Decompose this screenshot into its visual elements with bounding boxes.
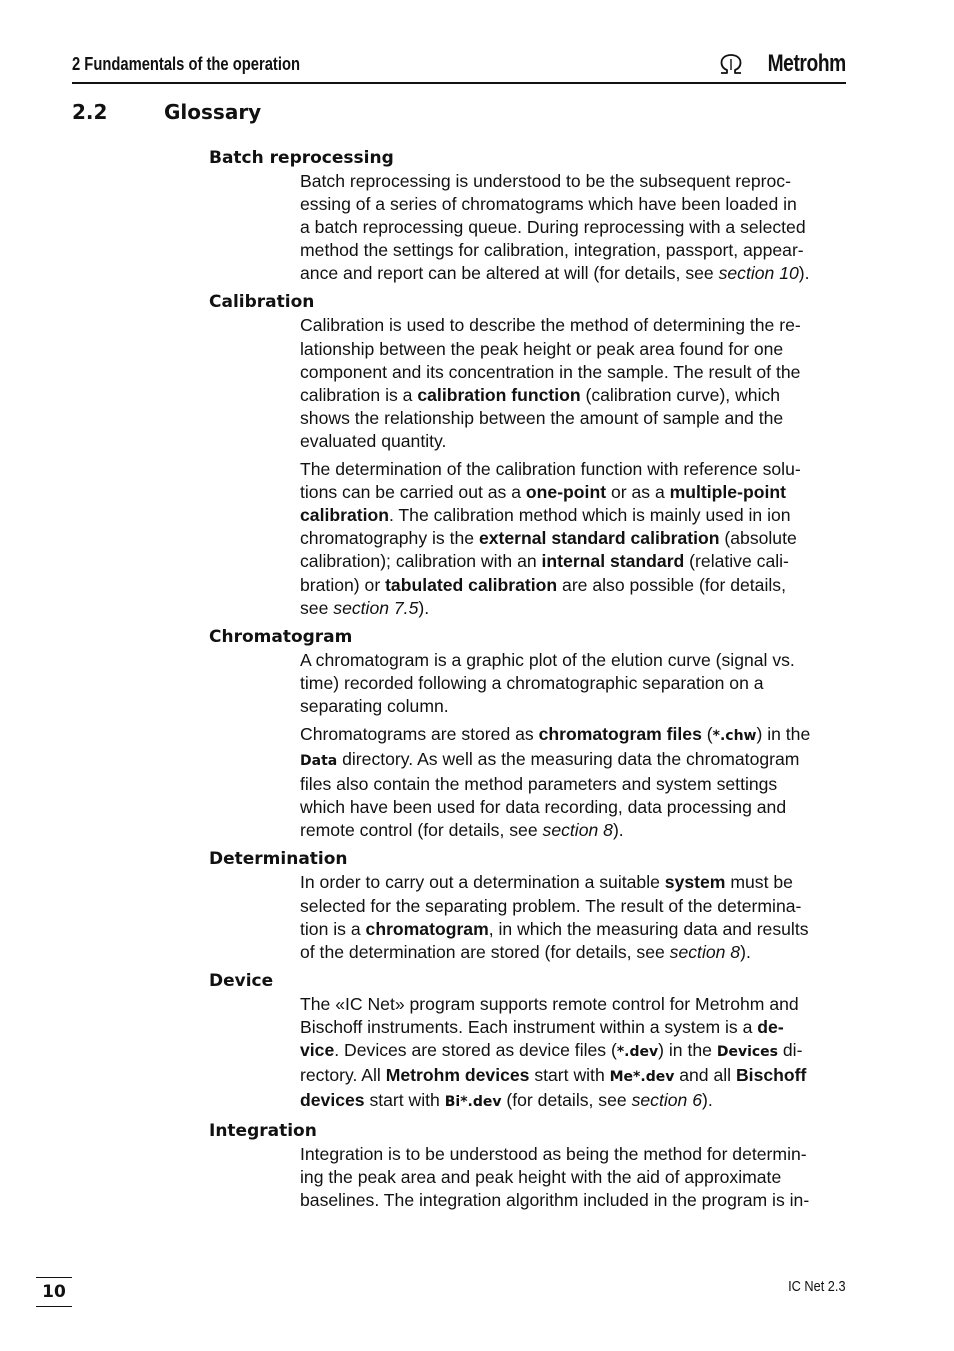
- text-line: separating column.: [300, 695, 449, 716]
- glossary-entry: [209, 290, 849, 619]
- text-line: shows the relationship between the amount of sample and the: [300, 407, 784, 428]
- glossary-entry: [209, 625, 849, 843]
- section-reference: section 8: [542, 820, 613, 841]
- text-run: ).: [612, 820, 624, 841]
- glossary-entry: [209, 847, 849, 963]
- text-line: The determination of the calibration function with reference solu-: [300, 459, 801, 480]
- text-line: [300, 1089, 848, 1114]
- text-run: In order to carry out a determination a suitable: [300, 872, 665, 893]
- section-reference: section 6: [631, 1090, 702, 1111]
- text-run: Chromatograms are stored as: [300, 723, 539, 744]
- text-run: start with: [529, 1065, 610, 1086]
- text-line: [300, 481, 848, 504]
- text-run: tions can be carried out as a: [300, 482, 526, 503]
- definition-paragraph: [300, 993, 848, 1114]
- text-line: a batch reprocessing queue. During reprocessing with a selected: [300, 217, 806, 238]
- text-line: [300, 723, 848, 748]
- text-run: ).: [701, 1090, 713, 1111]
- text-run: ).: [740, 941, 751, 962]
- chapter-title: 2 Fundamentals of the operation: [72, 54, 300, 74]
- file-name: Devices: [716, 1044, 778, 1060]
- text-line: A chromatogram is a graphic plot of the elution curve (signal vs.: [300, 649, 795, 670]
- bold-term: one-point: [525, 482, 607, 503]
- text-run: . The calibration method which is mainly used in ion: [388, 505, 791, 526]
- bold-term: external standard calibration: [478, 528, 720, 549]
- text-run: tion is a: [300, 918, 366, 939]
- text-line: [300, 1016, 848, 1039]
- file-name: Me*.dev: [609, 1069, 675, 1086]
- text-run: ).: [418, 597, 430, 618]
- file-name: *.dev: [616, 1044, 659, 1060]
- text-line: [300, 527, 848, 550]
- bold-term: calibration function: [417, 384, 581, 405]
- glossary-term: Calibration: [209, 292, 315, 313]
- text-line: baselines. The integration algorithm included in the program is in-: [300, 1190, 810, 1211]
- text-line: lationship between the peak height or peak area found for one: [300, 338, 784, 359]
- text-run: chromatography is the: [300, 528, 479, 549]
- text-run: of the determination are stored (for details, see: [300, 941, 670, 962]
- text-run: bration) or: [300, 574, 386, 595]
- glossary-term: Integration: [209, 1121, 317, 1142]
- text-line: method the settings for calibration, integration, passport, appear-: [300, 240, 804, 261]
- text-run: directory. As well as the measuring data the chromatogram: [337, 749, 800, 770]
- definition-paragraph: [300, 1143, 848, 1212]
- bold-term: chromatogram: [365, 918, 489, 939]
- glossary-term: Chromatogram: [209, 626, 353, 647]
- section-heading: [72, 100, 261, 130]
- text-line: ing the peak area and peak height with the aid of approximate: [300, 1167, 782, 1188]
- definition-paragraph: [300, 458, 848, 620]
- text-line: [300, 941, 848, 964]
- text-line: [300, 504, 848, 527]
- text-run: calibration); calibration with an: [300, 551, 542, 572]
- text-run: ) in the: [658, 1040, 717, 1060]
- text-run: ) in the: [756, 723, 811, 744]
- text-run: and all: [674, 1065, 736, 1086]
- glossary-term: Determination: [209, 849, 348, 870]
- text-line: Calibration is used to describe the method of determining the re-: [300, 315, 801, 336]
- text-run: (relative cali-: [684, 551, 789, 572]
- bold-term: system: [664, 872, 726, 893]
- glossary-list: [209, 146, 849, 1218]
- text-run: , in which the measuring data and results: [488, 918, 809, 939]
- text-run: ).: [798, 263, 810, 284]
- section-reference: section 10: [718, 263, 799, 284]
- glossary-definition: [300, 993, 848, 1114]
- bold-term: de-: [757, 1016, 784, 1037]
- definition-paragraph: [300, 723, 848, 842]
- glossary-definition: [300, 1143, 848, 1212]
- text-run: remote control (for details, see: [300, 820, 543, 841]
- glossary-definition: [300, 314, 848, 619]
- text-run: (absolute: [719, 528, 797, 549]
- section-number: 2.2: [72, 100, 108, 124]
- file-name: *.chw: [712, 727, 757, 744]
- text-line: selected for the separating problem. The result of the determina-: [300, 895, 802, 916]
- section-reference: section 8: [669, 941, 741, 962]
- bold-term: Bischoff: [735, 1065, 807, 1086]
- bold-term: Metrohm devices: [385, 1065, 530, 1086]
- text-line: [300, 574, 848, 597]
- bold-term: calibration: [300, 505, 389, 526]
- text-run: . Devices are stored as device files (: [334, 1040, 617, 1060]
- text-run: di-: [778, 1040, 803, 1060]
- file-name: Data: [300, 753, 338, 770]
- glossary-definition: [300, 649, 848, 843]
- text-line: [300, 597, 848, 620]
- text-line: [300, 1039, 848, 1064]
- section-reference: section 7.5: [333, 597, 419, 618]
- glossary-entry: [209, 1119, 849, 1212]
- text-line: [300, 1064, 848, 1089]
- text-line: [300, 918, 848, 941]
- text-run: (: [701, 723, 713, 744]
- text-line: The «IC Net» program supports remote control for Metrohm and: [300, 993, 799, 1014]
- omega-logo-icon: [718, 53, 744, 75]
- text-line: [300, 384, 848, 407]
- text-run: calibration is a: [300, 384, 418, 405]
- bold-term: vice: [300, 1040, 335, 1060]
- glossary-definition: [300, 871, 848, 963]
- text-line: Batch reprocessing is understood to be the subsequent reproc-: [300, 171, 791, 191]
- brand-name: Metrohm: [767, 50, 846, 77]
- text-run: or as a: [606, 482, 670, 503]
- text-line: [300, 748, 848, 773]
- glossary-term: Device: [209, 970, 274, 991]
- bold-term: multiple-point: [669, 482, 786, 503]
- definition-paragraph: [300, 649, 848, 718]
- text-line: which have been used for data recording, data processing and: [300, 797, 787, 818]
- bold-term: devices: [300, 1090, 365, 1111]
- page-number: 10: [36, 1277, 72, 1307]
- text-run: are also possible (for details,: [557, 574, 786, 595]
- text-line: [300, 871, 848, 894]
- text-line: [300, 550, 848, 573]
- text-run: rectory. All: [300, 1065, 386, 1086]
- text-line: Integration is to be understood as being the method for determin-: [300, 1144, 807, 1165]
- text-line: essing of a series of chromatograms which have been loaded in: [300, 194, 797, 215]
- text-run: Bischoff instruments. Each instrument within a system is a: [300, 1016, 758, 1037]
- text-line: evaluated quantity.: [300, 430, 447, 451]
- text-run: ance and report can be altered at will (for details, see: [300, 263, 719, 284]
- product-version: IC Net 2.3: [788, 1278, 846, 1295]
- text-line: [300, 819, 848, 842]
- text-line: component and its concentration in the sample. The result of the: [300, 361, 801, 382]
- text-line: files also contain the method parameters and system settings: [300, 774, 778, 795]
- bold-term: tabulated calibration: [385, 574, 558, 595]
- definition-paragraph: [300, 170, 848, 285]
- page-header: [72, 52, 846, 84]
- glossary-entry: [209, 969, 849, 1114]
- bold-term: internal standard: [541, 551, 685, 572]
- definition-paragraph: [300, 314, 848, 453]
- text-line: time) recorded following a chromatographic separation on a: [300, 672, 764, 693]
- text-run: see: [300, 597, 334, 618]
- glossary-definition: [300, 170, 848, 285]
- section-title: Glossary: [164, 100, 262, 124]
- glossary-entry: [209, 146, 849, 285]
- bold-term: chromatogram files: [538, 723, 702, 744]
- text-run: start with: [364, 1090, 445, 1111]
- text-run: (calibration curve), which: [580, 384, 781, 405]
- definition-paragraph: [300, 871, 848, 963]
- file-name: Bi*.dev: [444, 1094, 502, 1111]
- text-run: (for details, see: [501, 1090, 632, 1111]
- brand: [718, 50, 846, 78]
- text-run: must be: [725, 872, 793, 893]
- text-line: [300, 262, 848, 285]
- glossary-term: Batch reprocessing: [209, 148, 394, 168]
